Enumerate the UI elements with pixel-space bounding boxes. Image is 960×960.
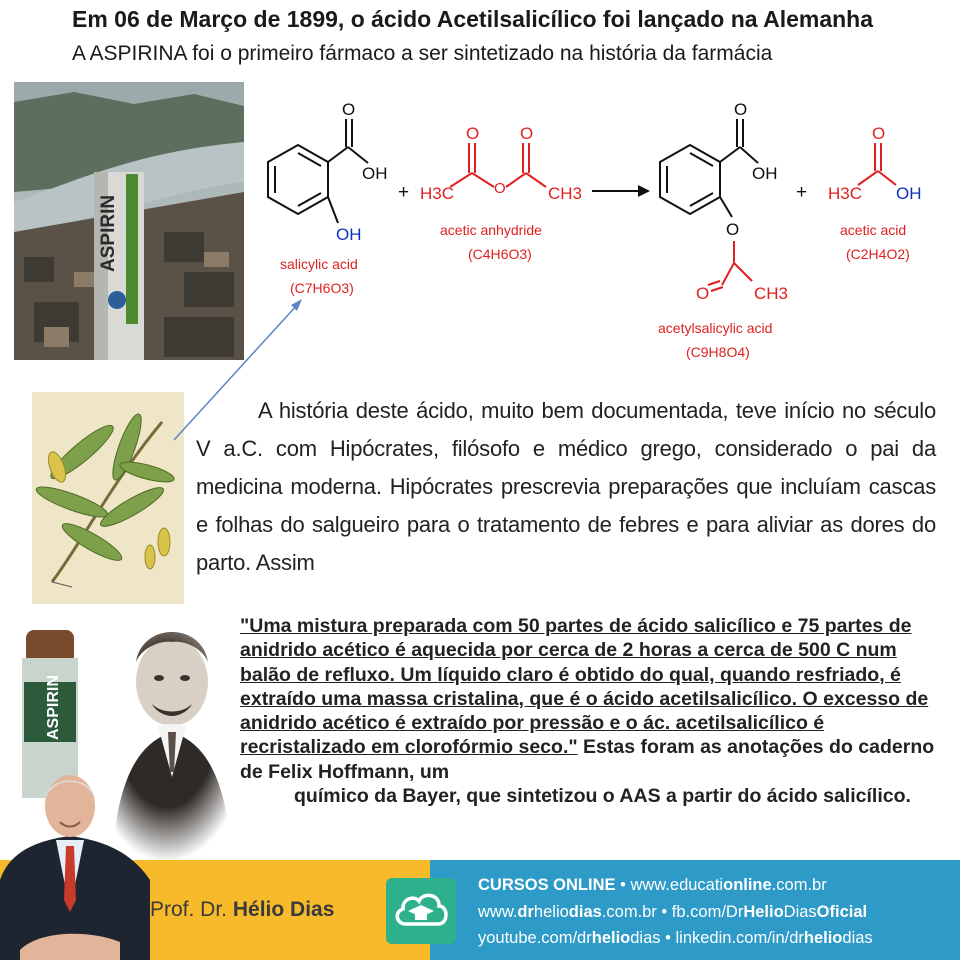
reaction-arrow [592, 185, 650, 197]
willow-plant-illustration [32, 392, 184, 604]
quote-underlined-text: "Uma mistura preparada com 50 partes de ácido salicílico e 75 partes de anidrido acético é aquecida por cerca de 2 horas a cerca de 500 C num balão de refluxo. Um líquido claro é obtido do qual, quando resfriado, é extraído uma massa cristalina, que é o ácido acetilsalicílico. O excesso de anidrido acético é extraído por pressão e o ác. acetilsalicílico é recristalizado em clorofórmio seco." [240, 615, 929, 759]
salicylic-acid-formula: (C7H6O3) [290, 280, 354, 296]
acetic-acid-name: acetic acid [840, 222, 907, 238]
tower-aspirin-label: ASPIRIN [98, 194, 119, 272]
svg-text:OH: OH [752, 164, 778, 183]
plus-sign-2: + [796, 182, 808, 203]
acetic-acid-structure [858, 143, 896, 185]
plus-sign-1: + [398, 182, 410, 203]
svg-text:H3C: H3C [420, 184, 455, 203]
svg-text:H3C: H3C [828, 184, 863, 203]
acetylsalicylic-acid-structure [660, 119, 758, 217]
salicylic-acid-structure [268, 119, 368, 223]
tube-aspirin-label: ASPIRIN [45, 675, 62, 740]
svg-text:OH: OH [362, 164, 388, 183]
svg-text:OH: OH [336, 225, 362, 244]
acetylsalicylic-acid-formula: (C9H8O4) [686, 344, 750, 360]
page-subtitle: A ASPIRINA foi o primeiro fármaco a ser sintetizado na história da farmácia [72, 42, 773, 65]
svg-text:O: O [734, 100, 748, 119]
svg-text:O: O [494, 180, 506, 197]
svg-text:O: O [696, 284, 710, 303]
acetic-anhydride-formula: (C4H6O3) [468, 246, 532, 262]
acetylsalicylic-acid-name: acetylsalicylic acid [658, 320, 773, 336]
quote-attribution: Estas foram as anotações do caderno de Felix Hoffmann, um [240, 736, 935, 783]
professor-name: Prof. Dr. Hélio Dias [150, 898, 335, 921]
quote-last-line: químico da Bayer, que sintetizou o AAS a partir do ácido salicílico. [294, 785, 911, 808]
aspirin-synthesis-reaction [250, 95, 950, 375]
cloud-education-icon [386, 878, 456, 944]
svg-text:CH3: CH3 [754, 284, 789, 303]
svg-text:O: O [872, 124, 886, 143]
website-facebook-line: www.drheliodias.com.br • fb.com/DrHelioDiasOficial [478, 903, 868, 921]
svg-text:O: O [520, 124, 534, 143]
acetic-anhydride-name: acetic anhydride [440, 222, 542, 238]
svg-text:O: O [342, 100, 356, 119]
svg-text:O: O [726, 220, 740, 239]
svg-text:O: O [466, 124, 480, 143]
hoffmann-quote [240, 614, 940, 808]
svg-text:OH: OH [896, 184, 922, 203]
youtube-linkedin-line: youtube.com/drheliodias • linkedin.com/in/drheliodias [478, 929, 873, 947]
presenter-photo [0, 760, 150, 960]
page-title: Em 06 de Março de 1899, o ácido Acetilsalicílico foi lançado na Alemanha [72, 6, 874, 32]
salicylic-acid-name: salicylic acid [280, 256, 358, 272]
svg-text:CH3: CH3 [548, 184, 583, 203]
courses-line: CURSOS ONLINE • www.educationline.com.br [478, 876, 827, 894]
history-paragraph: A história deste ácido, muito bem documentada, teve início no século V a.C. com Hipócrates, filósofo e médico grego, considerado o pai da medicina moderna. Hipócrates prescrevia preparações que incluíam cascas e folhas do salgueiro para o tratamento de febres e para aliviar as dores do parto. Assim [196, 398, 936, 575]
acetic-acid-formula: (C2H4O2) [846, 246, 910, 262]
